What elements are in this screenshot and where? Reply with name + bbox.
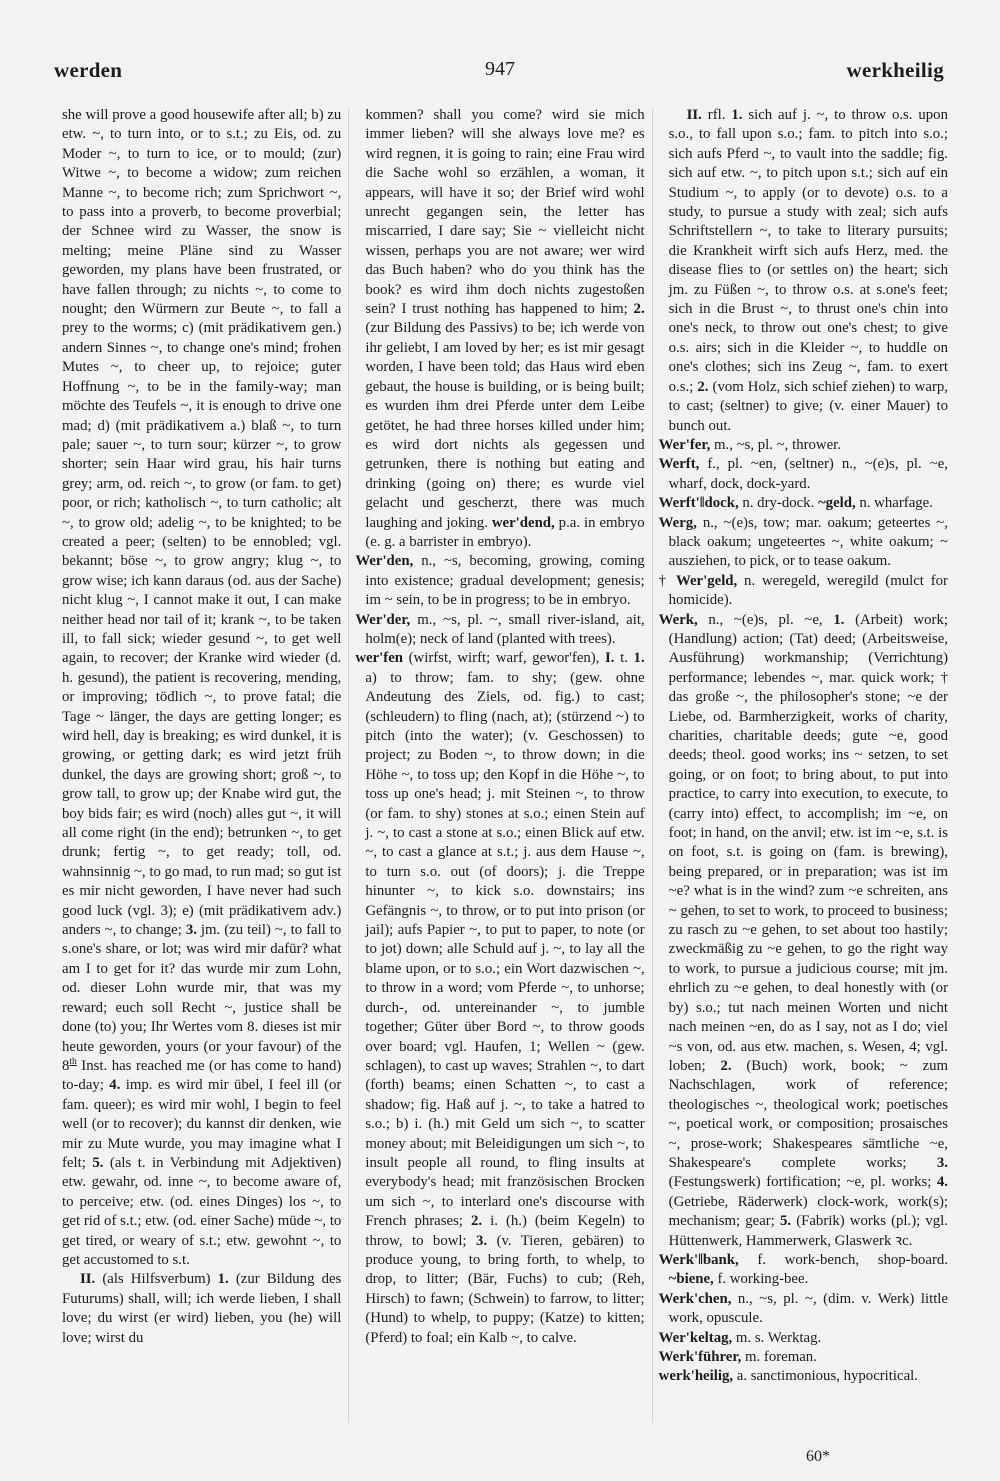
headword: werk'heilig, bbox=[658, 1368, 734, 1385]
running-head-first-word: werden bbox=[54, 58, 123, 82]
definition-text: n., ~s, pl. ~, (dim. v. Werk) little work, opuscule. bbox=[668, 1290, 948, 1327]
definition-text: f., pl. ~en, (seltner) n., ~(e)s, pl. ~e, wharf, dock, dock-yard. bbox=[668, 456, 948, 492]
definition-text: (vom Holz, sich schief ziehen) to warp, to cast; (seltner) to give; (v. einer Mauer) to bunch out. bbox=[668, 378, 948, 434]
sense-number: 4. bbox=[109, 1077, 121, 1094]
headword: Werft, bbox=[658, 456, 700, 473]
headword: wer'dend, bbox=[491, 514, 555, 531]
definition-text: (zur Bildung des Futurums) shall, will; ich werde lieben, I shall love; du wirst (er wird) lieben, you (he) will love; wirst du bbox=[62, 1271, 342, 1346]
dictionary-paragraph bbox=[355, 611, 644, 650]
headword: Werk, bbox=[658, 611, 698, 628]
sense-number: 2. bbox=[633, 301, 645, 318]
dictionary-paragraph bbox=[659, 1348, 948, 1367]
headword: Wer'fer, bbox=[658, 436, 711, 453]
dictionary-paragraph bbox=[659, 1329, 948, 1348]
sense-number: 3. bbox=[936, 1154, 948, 1171]
dictionary-paragraph bbox=[659, 455, 948, 494]
headword: ~biene, bbox=[668, 1271, 714, 1288]
dictionary-paragraph bbox=[659, 1251, 948, 1290]
sense-number: 5. bbox=[779, 1213, 792, 1230]
definition-text: (Getriebe, Räderwerk) clock-work, work(s); mechanism; gear; bbox=[668, 1193, 948, 1230]
definition-text: f. work-bench, shop-board. bbox=[738, 1251, 948, 1268]
headword: Werk'führer, bbox=[658, 1349, 742, 1365]
dictionary-paragraph bbox=[659, 494, 948, 513]
sense-number: 4. bbox=[936, 1174, 948, 1191]
definition-text: rfl. bbox=[701, 107, 732, 123]
dictionary-paragraph bbox=[659, 436, 948, 455]
sense-number: I. bbox=[605, 650, 615, 667]
definition-text: a. sanctimonious, hypocritical. bbox=[733, 1368, 918, 1385]
definition-text: † bbox=[658, 572, 676, 589]
definition-text: n. wharfage. bbox=[855, 495, 933, 512]
headword: Werk'‖bank, bbox=[658, 1251, 739, 1268]
column-1 bbox=[52, 106, 341, 1387]
headword: Wer'geld, bbox=[676, 572, 738, 589]
page-number: 947 bbox=[485, 58, 515, 80]
dictionary-paragraph bbox=[659, 611, 948, 1251]
definition-text: (Fabrik) works (pl.); vgl. Hüttenwerk, Hammerwerk, Glaswerk ꝛc. bbox=[668, 1213, 948, 1249]
definition-text: (zur Bildung des Passivs) to be; ich werde von ihr geliebt, I am loved by her; es ist mir gesagt worden, I have been told; das Haus wird eben gebaut, the house is building, or is being built; es wurden ihm drei Pferde unter dem Leibe getötet, he had three horses killed under him; es wird dort nichts als gegessen und getrunken, there is nothing but eating and drinking (going on) there; es wurde viel gelacht und gescherzt, there was much laughing and joking. bbox=[365, 320, 645, 531]
sense-number: 5. bbox=[92, 1154, 104, 1171]
dictionary-paragraph bbox=[355, 106, 644, 552]
definition-text: (als Hilfsverbum) bbox=[95, 1271, 218, 1288]
definition-text: t. bbox=[614, 650, 634, 667]
definition-text: n., ~(e)s, tow; mar. oakum; geteertes ~, black oakum; ungeteertes ~, white oakum; ~ ausziehen, to pick, or to tease oakum. bbox=[668, 514, 948, 570]
definition-text: (als t. in Verbindung mit Adjektiven) etw. gewahr, od. inne ~, to become aware of, to perceive; etw. (od. eines Dinges) los ~, to get rid of s.t.; etw. (od. einer Sache) müde ~, to get tired, or weary of s.t.; etw. gewohnt ~, to get accustomed to s.t. bbox=[62, 1154, 342, 1268]
sense-number: 1. bbox=[217, 1271, 229, 1288]
definition-text: (wirfst, wirft; warf, gewor'fen), bbox=[403, 650, 606, 667]
headword: Wer'der, bbox=[355, 611, 411, 628]
definition-text: (Festungswerk) fortification; ~e, pl. works; bbox=[668, 1174, 937, 1191]
sense-number: 2. bbox=[470, 1213, 483, 1230]
column-3 bbox=[659, 106, 948, 1387]
definition-text: n. dry-dock. bbox=[738, 495, 818, 512]
dictionary-paragraph bbox=[355, 552, 644, 610]
definition-text: f. working-bee. bbox=[713, 1271, 809, 1288]
definition-text: p.a. in embryo (e. g. a barrister in embryo). bbox=[365, 514, 645, 550]
sense-number: 1. bbox=[633, 650, 645, 667]
definition-text: m., ~s, pl. ~, small river-island, ait, holm(e); neck of land (planted with trees). bbox=[365, 611, 645, 647]
definition-text: sich auf j. ~, to throw o.s. upon s.o., to fall upon s.o.; fam. to pitch into s.o.; sich aufs Pferd ~, to vault into the saddle; fig. sich auf etw. ~, to pitch upon s.t.; sich auf ein Studium ~, to apply (or to devote) o.s. to a study, to pursue a study with zeal; sich aufs Schriftstellern ~, to take to literary pursuits; die Krankheit wirft sich aufs Herz, med. the disease flies to (or settles on) the heart; sich jm. zu Füßen ~, to throw o.s. at s.one's feet; sich in die Brust ~, to thrust one's chin into one's neck, to throw out one's chest; to give o.s. airs; sich in die Kleider ~, to huddle on one's clothes; sich ins Zeug ~, fam. to exert o.s.; bbox=[668, 107, 948, 395]
sense-number: 2. bbox=[720, 1057, 732, 1074]
definition-text: m. s. Werktag. bbox=[732, 1329, 822, 1346]
dictionary-paragraph bbox=[52, 106, 341, 1270]
dictionary-paragraph bbox=[52, 1270, 341, 1348]
definition-text: imp. es wird mir übel, I feel ill (or fam. queer); es wird mir wohl, I begin to feel well (or to recover); du kannst dir denken, wie mir zu Mute wurde, you may imagine what I felt; bbox=[62, 1077, 342, 1171]
definition-text: (v. Tieren, gebären) to produce young, to bring forth, to whelp, to drop, to litter; (Bär, Fuchs) to cub; (Reh, Hirsch) to fawn; (Schwein) to farrow, to litter; (Hund) to whelp, to puppy; (Katze) to kitten; (Pferd) to foal; ein Kalb ~, to calve. bbox=[365, 1232, 645, 1346]
definition-text: kommen? shall you come? wird sie mich immer lieben? will she always love me? es wird regnen, it is going to rain; eine Frau wird die Sache wohl so erzählen, a woman, it appears, will have it so; der Brief wird wohl unrecht gegangen sein, the letter has miscarried, I dare say; Sie ~ vielleicht nicht wissen, perhaps you are not aware; wer wird das Buch haben? who do you think has the book? es wird ihm doch nichts zugestoßen sein? I trust nothing has happened to him; bbox=[365, 107, 645, 318]
sense-number: 3. bbox=[476, 1232, 488, 1249]
headword: Werft'‖dock, bbox=[658, 495, 739, 512]
definition-text: (Arbeit) work; (Handlung) action; (Tat) deed; (Arbeitsweise, Ausführung) workmanship; (Verrichtung) performance; lebendes ~, mar. quick work; † das große ~, the philosopher's stone; ~e der Liebe, od. Barmherzigkeit, works of charity, charities, charitable deeds; gute ~e, good deeds; theol. good works; ins ~ setzen, to set going, or on foot; to bring about, to put into practice, to carry into execution, to execute, to (carry into) effect, to accomplish; im ~e, on foot; in hand, on the anvil; etw. ist im ~e, s.t. is on foot, s.t. is going on (fam. is brewing), being prepared, or in preparation; was ist im ~e? what is in the wind? zum ~e schreiten, ans ~ gehen, to set to work, to proceed to business; zu rasch zu ~e gehen, to set about too hastily; zweckmäßig zu ~e gehen, to go the right way to work, to pursue a judicious course; mit jm. ehrlich zu ~e gehen, to deal honestly with (or by) s.o.; tut nach meinen Worten und nicht nach meinen ~en, do as I say, not as I do; viel ~s von, od. aus etw. machen, s. Wesen, 4; vgl. loben; bbox=[668, 611, 948, 1074]
ordinal-superscript: th bbox=[69, 1056, 77, 1067]
dictionary-paragraph bbox=[659, 572, 948, 611]
dictionary-paragraph bbox=[659, 106, 948, 436]
definition-text: n. weregeld, weregild (mulct for homicide). bbox=[668, 572, 948, 609]
headword: Werk'chen, bbox=[658, 1290, 732, 1307]
sense-number: 2. bbox=[697, 378, 709, 395]
text-columns bbox=[52, 106, 948, 1387]
definition-text: (Buch) work, book; ~ zum Nachschlagen, work of reference; theologisches ~, theological work; poetisches ~, poetical work, or composition; prosaisches ~, prose-work; Shakespeares sämtliche ~e, Shakespeare's complete works; bbox=[668, 1057, 948, 1171]
definition-text: n., ~s, becoming, growing, coming into existence; gradual development; genesis; im ~ sein, to be in progress; to be in embryo. bbox=[365, 553, 645, 609]
definition-text: i. (h.) (beim Kegeln) to throw, to bowl; bbox=[365, 1213, 645, 1249]
headword: Werg, bbox=[658, 514, 697, 531]
sense-number: 3. bbox=[185, 922, 197, 939]
dictionary-paragraph bbox=[659, 1290, 948, 1329]
definition-text: m., ~s, pl. ~, thrower. bbox=[710, 436, 841, 453]
definition-text: Inst. has reached me (or has come to hand) to-day; bbox=[62, 1057, 342, 1094]
definition-text: she will prove a good housewife after all; b) zu etw. ~, to turn into, or to s.t.; zu Eis, od. zu Moder ~, to turn to ice, or to mould; (zur) Witwe ~, to become a widow; zum reichen Manne ~, to become rich; zum Sprichwort ~, to pass into a proverb, to become proverbial; der Schnee wird zu Wasser, the snow is melting; meine Pläne sind zu Wasser geworden, my plans have been frustrated, or have fallen through; zu nichts ~, to come to nought; den Würmern zur Beute ~, to fall a prey to the worms; c) (mit prädikativem gen.) andern Sinnes ~, to change one's mind; frohen Mutes ~, to cheer up, to rejoice; guter Hoffnung ~, to be in the family-way; man möchte des Teufels ~, it is enough to drive one mad; d) (mit prädikativem a.) blaß ~, to turn pale; sauer ~, to turn sour; kürzer ~, to grow shorter; sein Haar wird grau, his hair turns grey; arm, od. reich ~, to grow (or fam. to get) poor, or rich; katholisch ~, to turn catholic; alt ~, to grow old; adelig ~, to be knighted; to be created a peer; (selten) to be ennobled; vgl. bekannt; böse ~, to grow angry; klug ~, to grow wise; ich kann daraus (od. aus der Sache) nicht klug ~, I cannot make it out, I can make neither head nor tail of it; krank ~, to be taken ill, to fall sick; wieder gesund ~, to get well again, to recover; der Kranke wird wieder (d. h. gesund), the patient is recovering, mending, or improving; tödlich ~, to prove fatal; die Tage ~ länger, the days are getting longer; es wird hell, day is breaking; es wird dunkel, it is growing, or getting dark; es wird jetzt früh dunkel, the days are growing short; groß ~, to grow tall, to grow up; der Knabe wird gut, the boy bids fair; es wird (noch) alles gut ~, it will all come right (in the end); betrunken ~, to get drunk; fertig ~, to get ready; toll, od. wahnsinnig ~, to go mad, to run mad; so gut ist es mir nicht geworden, I have never had such good luck (vgl. 3); e) (mit prädikativem adv.) anders ~, to change; bbox=[62, 107, 342, 939]
signature-mark: 60* bbox=[806, 1448, 830, 1465]
sense-number: 1. bbox=[833, 611, 845, 628]
running-head bbox=[52, 58, 948, 88]
headword: Wer'den, bbox=[355, 553, 414, 570]
column-2 bbox=[355, 106, 644, 1387]
definition-text: jm. (zu teil) ~, to fall to s.one's share, or lot; was wird mir dafür? what am I to get for it? das wurde mir zum Lohn, od. dieser Lohn wurde mir, that was my reward; euch soll Recht ~, justice shall be done (to) you; Ihr Wertes vom 8. dieses ist mir heute geworden, yours (or your favour) of the 8 bbox=[62, 922, 342, 1074]
dictionary-paragraph bbox=[659, 1367, 948, 1386]
definition-text: n., ~(e)s, pl. ~e, bbox=[697, 611, 834, 628]
sense-number: II. bbox=[686, 107, 702, 123]
sense-number: 1. bbox=[731, 107, 743, 123]
headword: ~geld, bbox=[817, 495, 856, 512]
running-head-last-word: werkheilig bbox=[846, 58, 944, 82]
dictionary-paragraph bbox=[355, 649, 644, 1348]
definition-text: m. foreman. bbox=[741, 1349, 817, 1365]
sense-number: II. bbox=[80, 1271, 96, 1288]
definition-text: a) to throw; fam. to shy; (gew. ohne Andeutung des Ziels, od. fig.) to cast; (schleudern) to fling (nach, at); (stürzend ~) to pitch (into the water); (v. Geschossen) to project; zu Boden ~, to throw down; in die Höhe ~, to toss up; den Kopf in die Höhe ~, to toss up one's head; j. mit Steinen ~, to throw (or fam. to shy) stones at s.o.; einen Stein auf j. ~, to cast a stone at s.o.; einen Blick auf etw. ~, to cast a glance at s.t.; j. aus dem Hause ~, to turn s.o. out (of doors); j. die Treppe hinunter ~, to kick s.o. downstairs; ins Gefängnis ~, to throw, or to put into prison (or jail); aufs Papier ~, to put to paper, to note (or to jot) down; alle Schuld auf j. ~, to lay all the blame upon, or to s.o.; ein Wort dazwischen ~, to throw in a word; vom Pferde ~, to unhorse; durch-, od. untereinander ~, to jumble together; Güter über Bord ~, to throw goods over board; vgl. Haufen, 1; Wellen ~ (gew. schlagen), to cast up waves; Strahlen ~, to dart (forth) beams; einen Schatten ~, to cast a shadow; fig. Haß auf j. ~, to take a hatred to s.o.; b) i. (h.) mit Geld um sich ~, to scatter money about; mit Beleidigungen um sich ~, to insult people all round, to fling insults at everybody's head; mit französischen Brocken um sich ~, to interlard one's discourse with French phrases; bbox=[365, 669, 645, 1230]
headword: Wer'keltag, bbox=[658, 1329, 733, 1346]
dictionary-paragraph bbox=[659, 514, 948, 572]
headword: wer'fen bbox=[355, 650, 403, 667]
